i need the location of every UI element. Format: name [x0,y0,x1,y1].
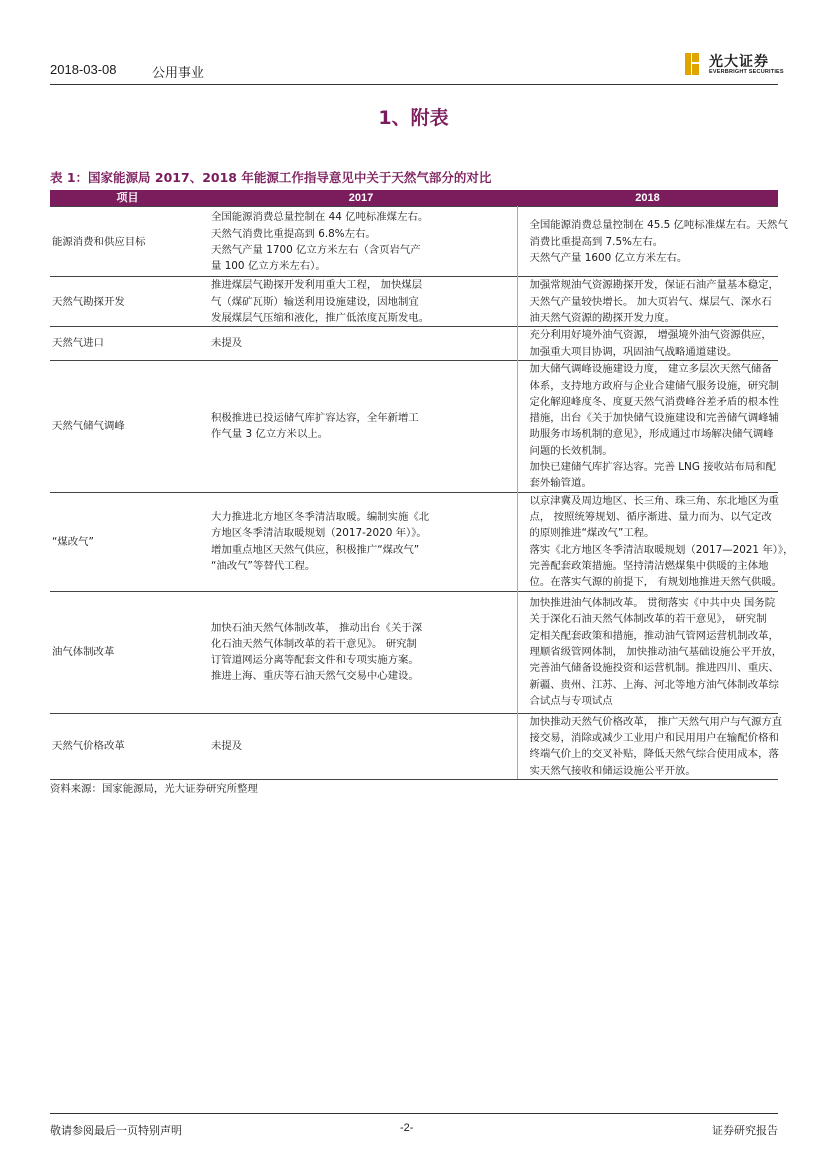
cell-2017 [205,327,517,361]
cell-text-line: 推进煤层气勘探开发利用重大工程， 加快煤层 [211,279,423,292]
row-item-label: “煤改气” [50,492,205,591]
cell-text-line: 量 100 亿立方米左右）。 [211,260,326,273]
cell-text-line: 加强重大项目协调，巩固油气战略通道建设。 [529,345,738,358]
cell-text-line: 加快推动天然气价格改革， 推广天然气用户与气源方直 [529,715,783,728]
row-item-label: 天然气勘探开发 [50,277,205,327]
cell-text-line: 体系，支持地方政府与企业合建储气服务设施，研究制 [529,379,779,392]
cell-text-line: 合试点与专项试点 [529,694,613,707]
cell-2018 [517,492,794,591]
cell-text-line: 充分利用好境外油气资源， 增强境外油气资源供应， [529,329,772,342]
cell-text-line: 作气量 3 亿立方米以上。 [211,428,329,441]
logo-mark-icon [684,52,700,76]
cell-text-line: “油改气”等替代工程。 [211,560,316,573]
cell-text-line: 位。在落实气源的前提下， 有规划地推进天然气供暖。 [529,576,783,589]
table-row [50,277,778,327]
cell-2017 [205,207,517,277]
cell-text-line: 定化解迎峰度冬、度夏天然气消费峰谷差矛盾的根本性 [529,395,779,408]
cell-text-line: 增加重点地区天然气供应，积极推广“煤改气” [211,543,420,556]
cell-2017 [205,591,517,713]
footer-report-type: 证券研究报告 [712,1124,778,1137]
source-note: 资料来源：国家能源局，光大证券研究所整理 [50,783,258,795]
table-row [50,591,778,713]
cell-text-line: 全国能源消费总量控制在 44 亿吨标准煤左右。 [211,211,429,224]
table-row [50,492,778,591]
header-divider [50,84,778,85]
cell-text-line: 订管道网运分离等配套文件和专项实施方案。 [211,654,419,667]
cell-text-line: 加强常规油气资源勘探开发，保证石油产量基本稳定， [529,279,779,292]
logo-english-name: EVERBRIGHT SECURITIES [709,69,784,75]
page-number: -2- [400,1122,414,1134]
table-header-row [50,190,778,207]
cell-2018 [517,360,778,492]
table-row [50,207,778,277]
report-date: 2018-03-08 [50,62,117,77]
cell-text-line: 积极推进已投运储气库扩容达容，全年新增工 [211,412,419,425]
table-row [50,360,778,492]
cell-text-line: 消费比重提高到 7.5%左右。 [529,235,664,248]
cell-2018 [517,207,788,277]
table-caption: 表 1：国家能源局 2017、2018 年能源工作指导意见中关于天然气部分的对比 [50,170,492,185]
column-header-2017: 2017 [205,190,517,207]
cell-text-line: 措施，出台《关于加快储气设施建设和完善储气调峰辅 [529,412,779,425]
cell-text-line: 方地区冬季清洁取暖规划（2017-2020 年）》。 [211,527,427,540]
cell-text-line: 化石油天然气体制改革的若干意见》。 研究制 [211,637,417,650]
cell-text-line: 定相关配套政策和措施，推动油气管网运营机制改革， [529,629,779,642]
table-row [50,713,778,779]
cell-text-line: 全国能源消费总量控制在 45.5 亿吨标准煤左右。天然气 [529,219,788,232]
cell-text-line: 的原则推进“煤改气”工程。 [529,527,655,540]
cell-2017 [205,360,517,492]
cell-text-line: 天然气产量较快增长。 加大页岩气、煤层气、深水石 [529,295,772,308]
cell-text-line: 关于深化石油天然气体制改革的若干意见》， 研究制 [529,613,767,626]
cell-text-line: 推进上海、重庆等石油天然气交易中心建设。 [211,670,419,683]
cell-text-line: 实天然气接收和储运设施公平开放。 [529,764,696,777]
cell-text-line: 问题的长效机制。 [529,444,613,457]
cell-text-line: 落实《北方地区冬季清洁取暖规划（2017—2021 年）》， [529,543,794,556]
cell-text-line: 加快已建储气库扩容达容。完善 LNG 接收站布局和配 [529,460,776,473]
cell-text-line: 加快推进油气体制改革。 贯彻落实《中共中央 国务院 [529,597,776,610]
row-item-label: 天然气价格改革 [50,713,205,779]
cell-text-line: 气（煤矿瓦斯）输送利用设施建设，因地制宜 [211,295,419,308]
row-item-label: 油气体制改革 [50,591,205,713]
cell-text-line: 新疆、贵州、江苏、上海、河北等地方油气体制改革综 [529,678,779,691]
cell-text-line: 套外输管道。 [529,477,592,490]
cell-2018 [517,591,783,713]
cell-text-line: 加快石油天然气体制改革， 推动出台《关于深 [211,621,423,634]
cell-text-line: 接交易，消除或减少工业用户和民用用户在输配价格和 [529,731,779,744]
comparison-table [50,190,794,780]
report-sector: 公用事业 [152,66,205,81]
cell-text-line: 加大储气调峰设施建设力度， 建立多层次天然气储备 [529,363,772,376]
cell-text-line: 以京津冀及周边地区、长三角、珠三角、东北地区为重 [529,494,779,507]
cell-2017 [205,713,517,779]
cell-text-line: 点， 按照统筹规划、循序渐进、量力而为、以气定改 [529,511,772,524]
footer-disclaimer: 敬请参阅最后一页特别声明 [50,1124,182,1137]
cell-text-line: 未提及 [211,740,243,753]
cell-2018 [517,277,778,327]
cell-text-line: 完善油气储备设施投资和运营机制。推进四川、重庆、 [529,662,779,675]
page-header [50,62,778,82]
row-item-label: 天然气储气调峰 [50,360,205,492]
cell-text-line: 天然气消费比重提高到 6.8%左右。 [211,227,376,240]
row-item-label: 天然气进口 [50,327,205,361]
cell-text-line: 未提及 [211,337,243,350]
table-row [50,327,778,361]
cell-2017 [205,277,517,327]
cell-text-line: 油天然气资源的勘探开发力度。 [529,311,675,324]
column-header-item: 项目 [50,190,205,207]
cell-text-line: 理顺省级管网体制， 加快推动油气基础设施公平开放， [529,646,783,659]
company-logo [684,52,784,82]
cell-2018 [517,327,778,361]
cell-text-line: 完善配套政策措施。坚持清洁燃煤集中供暖的主体地 [529,560,769,573]
footer-divider [50,1113,778,1114]
cell-text-line: 天然气产量 1600 亿立方米左右。 [529,251,688,264]
cell-2018 [517,713,783,779]
cell-2017 [205,492,517,591]
cell-text-line: 发展煤层气压缩和液化，推广低浓度瓦斯发电。 [211,311,430,324]
logo-chinese-name: 光大证券 [709,54,769,70]
row-item-label: 能源消费和供应目标 [50,207,205,277]
section-title: 1、附表 [378,107,449,129]
column-header-2018: 2018 [517,190,778,207]
cell-text-line: 终端气价上的交叉补贴，降低天然气综合使用成本，落 [529,748,779,761]
cell-text-line: 大力推进北方地区冬季清洁取暖。编制实施《北 [211,511,430,524]
cell-text-line: 助服务市场机制的意见》，形成通过市场解决储气调峰 [529,428,774,441]
cell-text-line: 天然气产量 1700 亿立方米左右（含页岩气产 [211,243,421,256]
